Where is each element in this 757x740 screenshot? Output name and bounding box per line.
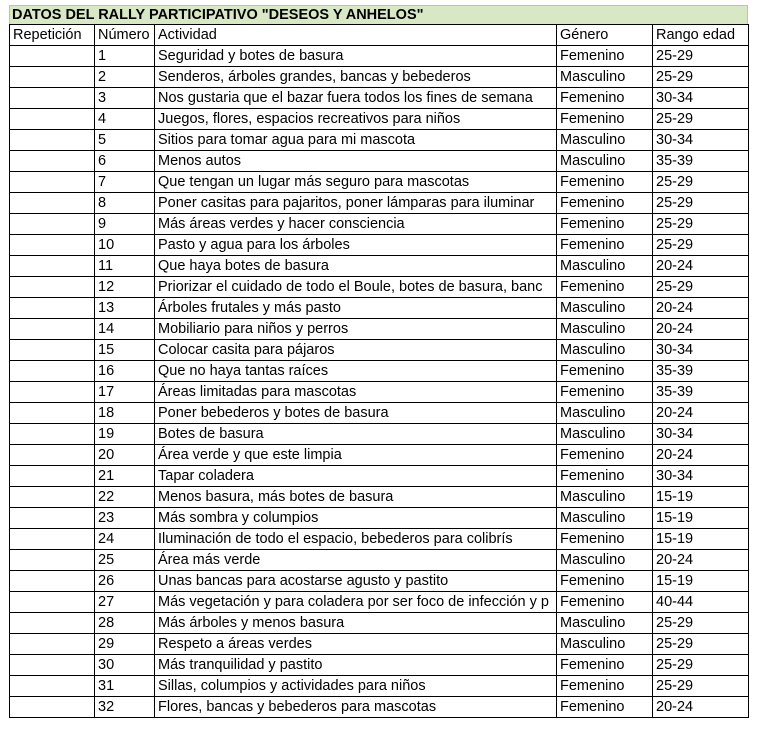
data-table	[9, 24, 749, 718]
cell-repeticion[interactable]	[10, 340, 95, 361]
cell-repeticion[interactable]	[10, 487, 95, 508]
cell-numero[interactable]: 18	[95, 403, 155, 424]
cell-genero[interactable]: Masculino	[557, 550, 653, 571]
cell-actividad[interactable]: Áreas limitadas para mascotas	[155, 382, 557, 403]
table-row	[10, 277, 749, 298]
cell-repeticion[interactable]	[10, 697, 95, 718]
cell-genero[interactable]: Masculino	[557, 613, 653, 634]
cell-rango-edad[interactable]: 20-24	[653, 550, 749, 571]
cell-numero[interactable]: 1	[95, 46, 155, 67]
cell-actividad[interactable]: Mobiliario para niños y perros	[155, 319, 557, 340]
cell-genero[interactable]: Femenino	[557, 214, 653, 235]
cell-rango-edad[interactable]: 15-19	[653, 508, 749, 529]
cell-repeticion[interactable]	[10, 571, 95, 592]
cell-rango-edad[interactable]: 25-29	[653, 655, 749, 676]
cell-genero[interactable]: Masculino	[557, 67, 653, 88]
cell-actividad[interactable]: Unas bancas para acostarse agusto y pastito	[155, 571, 557, 592]
cell-actividad[interactable]: Árboles frutales y más pasto	[155, 298, 557, 319]
cell-numero[interactable]: 28	[95, 613, 155, 634]
cell-actividad[interactable]: Senderos, árboles grandes, bancas y bebederos	[155, 67, 557, 88]
cell-actividad[interactable]: Tapar coladera	[155, 466, 557, 487]
cell-repeticion[interactable]	[10, 67, 95, 88]
cell-numero[interactable]: 6	[95, 151, 155, 172]
cell-genero[interactable]: Femenino	[557, 109, 653, 130]
header-repeticion[interactable]: Repetición	[10, 25, 95, 46]
cell-repeticion[interactable]	[10, 193, 95, 214]
cell-numero[interactable]: 13	[95, 298, 155, 319]
table-row	[10, 508, 749, 529]
cell-repeticion[interactable]	[10, 319, 95, 340]
cell-repeticion[interactable]	[10, 592, 95, 613]
table-row	[10, 466, 749, 487]
table-row	[10, 571, 749, 592]
cell-repeticion[interactable]	[10, 151, 95, 172]
cell-genero[interactable]: Femenino	[557, 382, 653, 403]
cell-genero[interactable]: Masculino	[557, 319, 653, 340]
cell-rango-edad[interactable]: 25-29	[653, 193, 749, 214]
cell-rango-edad[interactable]: 25-29	[653, 613, 749, 634]
cell-numero[interactable]: 12	[95, 277, 155, 298]
cell-numero[interactable]: 25	[95, 550, 155, 571]
cell-actividad[interactable]: Juegos, flores, espacios recreativos para niños	[155, 109, 557, 130]
cell-rango-edad[interactable]: 15-19	[653, 487, 749, 508]
cell-genero[interactable]: Femenino	[557, 445, 653, 466]
cell-rango-edad[interactable]: 15-19	[653, 571, 749, 592]
cell-numero[interactable]: 27	[95, 592, 155, 613]
cell-rango-edad[interactable]: 35-39	[653, 382, 749, 403]
cell-actividad[interactable]: Botes de basura	[155, 424, 557, 445]
cell-genero[interactable]: Femenino	[557, 172, 653, 193]
header-row	[10, 25, 749, 46]
cell-numero[interactable]: 20	[95, 445, 155, 466]
cell-actividad[interactable]: Poner casitas para pajaritos, poner lámparas para iluminar	[155, 193, 557, 214]
table-row	[10, 235, 749, 256]
cell-numero[interactable]: 23	[95, 508, 155, 529]
cell-actividad[interactable]: Que tengan un lugar más seguro para mascotas	[155, 172, 557, 193]
cell-genero[interactable]: Masculino	[557, 634, 653, 655]
cell-repeticion[interactable]	[10, 382, 95, 403]
cell-actividad[interactable]: Que no haya tantas raíces	[155, 361, 557, 382]
cell-repeticion[interactable]	[10, 109, 95, 130]
cell-repeticion[interactable]	[10, 235, 95, 256]
cell-numero[interactable]: 3	[95, 88, 155, 109]
cell-rango-edad[interactable]: 30-34	[653, 424, 749, 445]
cell-actividad[interactable]: Más árboles y menos basura	[155, 613, 557, 634]
cell-numero[interactable]: 21	[95, 466, 155, 487]
cell-numero[interactable]: 31	[95, 676, 155, 697]
cell-genero[interactable]: Femenino	[557, 655, 653, 676]
header-rango-edad[interactable]: Rango edad	[653, 25, 749, 46]
cell-genero[interactable]: Femenino	[557, 277, 653, 298]
cell-repeticion[interactable]	[10, 655, 95, 676]
table-row	[10, 382, 749, 403]
cell-numero[interactable]: 11	[95, 256, 155, 277]
table-row	[10, 634, 749, 655]
cell-rango-edad[interactable]: 25-29	[653, 676, 749, 697]
table-row	[10, 550, 749, 571]
cell-genero[interactable]: Masculino	[557, 403, 653, 424]
cell-repeticion[interactable]	[10, 172, 95, 193]
cell-numero[interactable]: 29	[95, 634, 155, 655]
table-row	[10, 529, 749, 550]
cell-actividad[interactable]: Sillas, columpios y actividades para niños	[155, 676, 557, 697]
cell-actividad[interactable]: Que haya botes de basura	[155, 256, 557, 277]
cell-rango-edad[interactable]: 35-39	[653, 151, 749, 172]
cell-genero[interactable]: Masculino	[557, 298, 653, 319]
table-row	[10, 46, 749, 67]
table-row	[10, 256, 749, 277]
cell-rango-edad[interactable]: 20-24	[653, 403, 749, 424]
cell-numero[interactable]: 10	[95, 235, 155, 256]
cell-genero[interactable]: Femenino	[557, 46, 653, 67]
cell-repeticion[interactable]	[10, 424, 95, 445]
cell-rango-edad[interactable]: 20-24	[653, 319, 749, 340]
cell-numero[interactable]: 26	[95, 571, 155, 592]
cell-rango-edad[interactable]: 25-29	[653, 172, 749, 193]
cell-numero[interactable]: 15	[95, 340, 155, 361]
cell-repeticion[interactable]	[10, 277, 95, 298]
cell-actividad[interactable]: Poner bebederos y botes de basura	[155, 403, 557, 424]
table-row	[10, 151, 749, 172]
cell-genero[interactable]: Femenino	[557, 466, 653, 487]
table-row	[10, 445, 749, 466]
cell-numero[interactable]: 32	[95, 697, 155, 718]
cell-rango-edad[interactable]: 30-34	[653, 466, 749, 487]
cell-rango-edad[interactable]: 25-29	[653, 277, 749, 298]
cell-genero[interactable]: Masculino	[557, 340, 653, 361]
cell-actividad[interactable]: Menos basura, más botes de basura	[155, 487, 557, 508]
cell-rango-edad[interactable]: 20-24	[653, 697, 749, 718]
table-row	[10, 298, 749, 319]
cell-rango-edad[interactable]: 30-34	[653, 340, 749, 361]
cell-actividad[interactable]: Área más verde	[155, 550, 557, 571]
cell-genero[interactable]: Femenino	[557, 361, 653, 382]
cell-actividad[interactable]: Colocar casita para pájaros	[155, 340, 557, 361]
table-row	[10, 67, 749, 88]
cell-rango-edad[interactable]: 35-39	[653, 361, 749, 382]
cell-actividad[interactable]: Sitios para tomar agua para mi mascota	[155, 130, 557, 151]
cell-numero[interactable]: 14	[95, 319, 155, 340]
cell-numero[interactable]: 2	[95, 67, 155, 88]
header-actividad[interactable]: Actividad	[155, 25, 557, 46]
cell-genero[interactable]: Femenino	[557, 697, 653, 718]
sheet-title: DATOS DEL RALLY PARTICIPATIVO "DESEOS Y ANHELOS"	[9, 5, 748, 24]
table-row	[10, 172, 749, 193]
cell-numero[interactable]: 30	[95, 655, 155, 676]
table-row	[10, 697, 749, 718]
cell-repeticion[interactable]	[10, 46, 95, 67]
cell-repeticion[interactable]	[10, 613, 95, 634]
cell-genero[interactable]: Femenino	[557, 676, 653, 697]
cell-rango-edad[interactable]: 25-29	[653, 235, 749, 256]
table-row	[10, 613, 749, 634]
cell-numero[interactable]: 22	[95, 487, 155, 508]
table-row	[10, 361, 749, 382]
cell-genero[interactable]: Femenino	[557, 88, 653, 109]
table-row	[10, 676, 749, 697]
cell-actividad[interactable]: Priorizar el cuidado de todo el Boule, botes de basura, banc	[155, 277, 557, 298]
cell-rango-edad[interactable]: 25-29	[653, 634, 749, 655]
cell-actividad[interactable]: Más sombra y columpios	[155, 508, 557, 529]
cell-repeticion[interactable]	[10, 403, 95, 424]
table-row	[10, 655, 749, 676]
cell-numero[interactable]: 19	[95, 424, 155, 445]
cell-repeticion[interactable]	[10, 361, 95, 382]
table-row	[10, 214, 749, 235]
cell-genero[interactable]: Masculino	[557, 487, 653, 508]
cell-rango-edad[interactable]: 20-24	[653, 445, 749, 466]
header-genero[interactable]: Género	[557, 25, 653, 46]
cell-numero[interactable]: 7	[95, 172, 155, 193]
cell-genero[interactable]: Masculino	[557, 256, 653, 277]
cell-numero[interactable]: 8	[95, 193, 155, 214]
cell-repeticion[interactable]	[10, 256, 95, 277]
cell-numero[interactable]: 9	[95, 214, 155, 235]
table-row	[10, 130, 749, 151]
table-row	[10, 592, 749, 613]
cell-actividad[interactable]: Más áreas verdes y hacer consciencia	[155, 214, 557, 235]
cell-genero[interactable]: Femenino	[557, 529, 653, 550]
cell-genero[interactable]: Femenino	[557, 235, 653, 256]
cell-genero[interactable]: Femenino	[557, 571, 653, 592]
cell-numero[interactable]: 17	[95, 382, 155, 403]
cell-actividad[interactable]: Área verde y que este limpia	[155, 445, 557, 466]
cell-repeticion[interactable]	[10, 529, 95, 550]
cell-repeticion[interactable]	[10, 214, 95, 235]
cell-actividad[interactable]: Nos gustaria que el bazar fuera todos los fines de semana	[155, 88, 557, 109]
cell-numero[interactable]: 5	[95, 130, 155, 151]
cell-rango-edad[interactable]: 30-34	[653, 88, 749, 109]
cell-rango-edad[interactable]: 25-29	[653, 46, 749, 67]
cell-rango-edad[interactable]: 15-19	[653, 529, 749, 550]
cell-rango-edad[interactable]: 25-29	[653, 67, 749, 88]
cell-actividad[interactable]: Seguridad y botes de basura	[155, 46, 557, 67]
table-row	[10, 424, 749, 445]
cell-genero[interactable]: Masculino	[557, 130, 653, 151]
cell-genero[interactable]: Masculino	[557, 151, 653, 172]
cell-repeticion[interactable]	[10, 130, 95, 151]
cell-actividad[interactable]: Iluminación de todo el espacio, bebederos para colibrís	[155, 529, 557, 550]
table-row	[10, 88, 749, 109]
cell-numero[interactable]: 4	[95, 109, 155, 130]
cell-actividad[interactable]: Más vegetación y para coladera por ser foco de infección y p	[155, 592, 557, 613]
cell-numero[interactable]: 24	[95, 529, 155, 550]
table-row	[10, 319, 749, 340]
table-row	[10, 487, 749, 508]
cell-repeticion[interactable]	[10, 88, 95, 109]
cell-repeticion[interactable]	[10, 676, 95, 697]
cell-rango-edad[interactable]: 40-44	[653, 592, 749, 613]
cell-repeticion[interactable]	[10, 298, 95, 319]
cell-actividad[interactable]: Más tranquilidad y pastito	[155, 655, 557, 676]
cell-actividad[interactable]: Menos autos	[155, 151, 557, 172]
cell-rango-edad[interactable]: 30-34	[653, 130, 749, 151]
table-row	[10, 403, 749, 424]
cell-actividad[interactable]: Pasto y agua para los árboles	[155, 235, 557, 256]
cell-repeticion[interactable]	[10, 634, 95, 655]
cell-repeticion[interactable]	[10, 466, 95, 487]
table-row	[10, 193, 749, 214]
cell-genero[interactable]: Femenino	[557, 193, 653, 214]
header-numero[interactable]: Número	[95, 25, 155, 46]
cell-rango-edad[interactable]: 25-29	[653, 109, 749, 130]
cell-genero[interactable]: Masculino	[557, 508, 653, 529]
cell-genero[interactable]: Femenino	[557, 592, 653, 613]
table-row	[10, 340, 749, 361]
cell-rango-edad[interactable]: 25-29	[653, 214, 749, 235]
cell-repeticion[interactable]	[10, 445, 95, 466]
cell-actividad[interactable]: Flores, bancas y bebederos para mascotas	[155, 697, 557, 718]
cell-repeticion[interactable]	[10, 550, 95, 571]
cell-numero[interactable]: 16	[95, 361, 155, 382]
cell-genero[interactable]: Masculino	[557, 424, 653, 445]
cell-actividad[interactable]: Respeto a áreas verdes	[155, 634, 557, 655]
cell-rango-edad[interactable]: 20-24	[653, 298, 749, 319]
cell-repeticion[interactable]	[10, 508, 95, 529]
table-row	[10, 109, 749, 130]
cell-rango-edad[interactable]: 20-24	[653, 256, 749, 277]
